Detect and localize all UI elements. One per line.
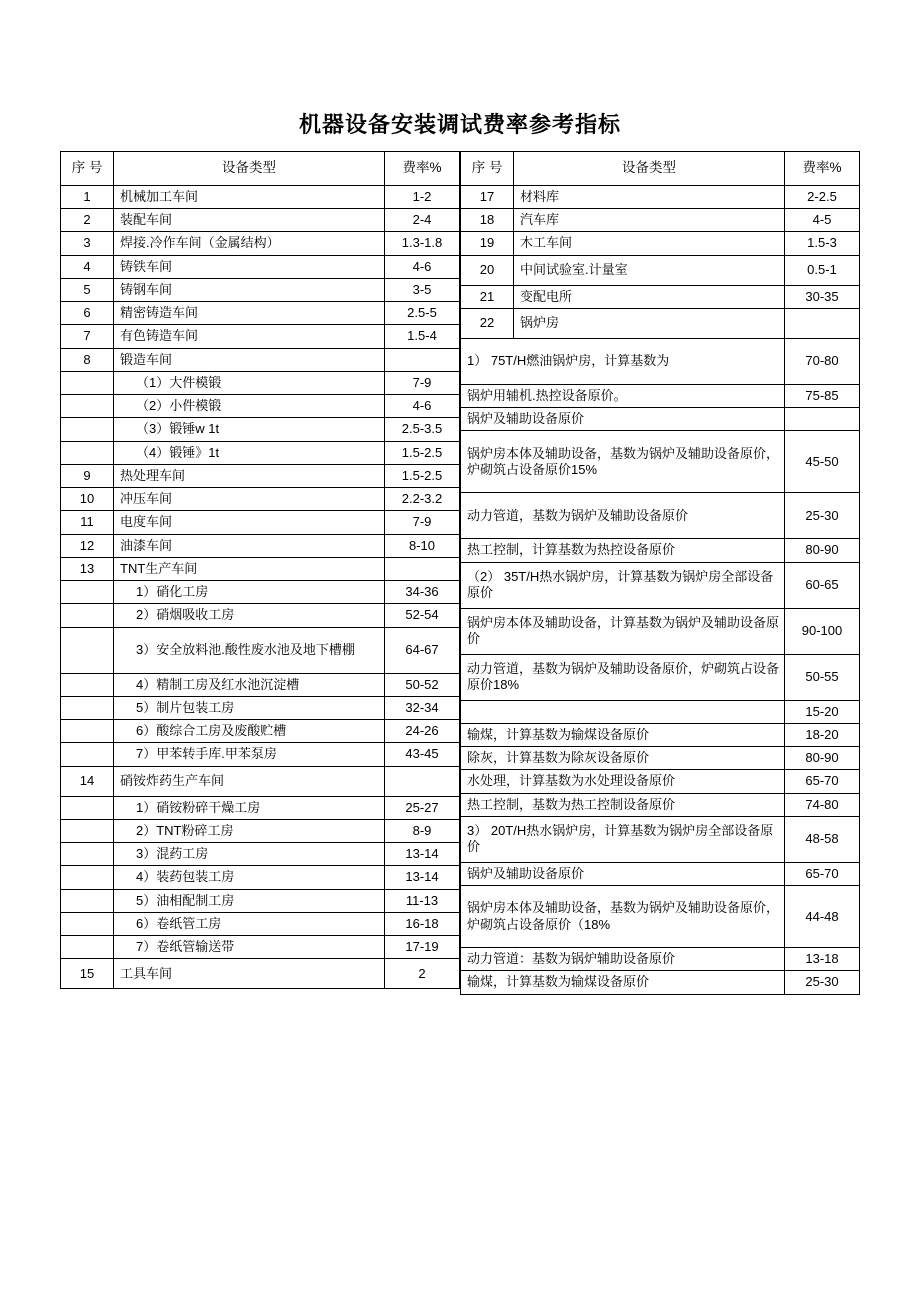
row-num: 2 [61,209,114,232]
row-name: TNT生产车间 [114,557,385,580]
row-rate: 8-9 [385,819,460,842]
row-rate: 60-65 [785,562,860,608]
row-name: 油漆车间 [114,534,385,557]
row-name: 动力管道：基数为锅炉辅助设备原价 [461,948,785,971]
table-row [61,232,460,255]
table-row [461,747,860,770]
row-name: 6）酸综合工房及废酸贮槽 [114,720,385,743]
row-rate: 8-10 [385,534,460,557]
table-row [61,302,460,325]
row-num: 15 [61,959,114,989]
row-rate: 25-27 [385,796,460,819]
row-num: 4 [61,255,114,278]
row-name: 热处理车间 [114,464,385,487]
row-num [61,843,114,866]
row-name: 冲压车间 [114,488,385,511]
table-row [461,209,860,232]
row-num [61,371,114,394]
table-row [461,308,860,338]
row-rate: 52-54 [385,604,460,627]
header-type: 设备类型 [514,152,785,186]
row-name: 4）精制工房及红水池沉淀槽 [114,673,385,696]
row-name: 7）甲苯转手库.甲苯泵房 [114,743,385,766]
row-rate [385,766,460,796]
table-row [61,889,460,912]
header-type: 设备类型 [114,152,385,186]
row-name: （2） 35T/H热水锅炉房，计算基数为锅炉房全部设备原价 [461,562,785,608]
row-rate: 15-20 [785,700,860,723]
row-name [461,700,785,723]
row-name: 材料库 [514,185,785,208]
row-rate: 80-90 [785,747,860,770]
row-name: 1）硝化工房 [114,581,385,604]
row-name: 锅炉房本体及辅助设备，基数为锅炉及辅助设备原价，炉砌筑占设备原价15% [461,431,785,493]
table-row [61,581,460,604]
table-row [461,816,860,862]
row-rate: 70-80 [785,338,860,384]
table-row [461,770,860,793]
row-rate: 32-34 [385,696,460,719]
row-rate: 50-52 [385,673,460,696]
table-row [461,384,860,407]
row-rate: 2 [385,959,460,989]
row-rate: 45-50 [785,431,860,493]
row-num: 13 [61,557,114,580]
row-name: 2）TNT粉碎工房 [114,819,385,842]
row-rate: 4-6 [385,255,460,278]
table-row [61,819,460,842]
row-num [61,627,114,673]
table-row [461,886,860,948]
row-num [61,912,114,935]
row-name: 装配车间 [114,209,385,232]
row-num [61,889,114,912]
table-header-row [461,152,860,186]
table-row [61,696,460,719]
row-num [61,604,114,627]
header-num: 序 号 [61,152,114,186]
table-row [61,796,460,819]
table-row [461,185,860,208]
table-row [61,936,460,959]
row-rate: 75-85 [785,384,860,407]
row-num [61,581,114,604]
row-num: 11 [61,511,114,534]
table-row [61,843,460,866]
row-num: 8 [61,348,114,371]
row-name: 1） 75T/H燃油锅炉房，计算基数为 [461,338,785,384]
row-rate: 1.5-4 [385,325,460,348]
row-num: 22 [461,308,514,338]
row-name: 3）安全放料池.酸性废水池及地下槽棚 [114,627,385,673]
row-name: 锅炉房本体及辅助设备，基数为锅炉及辅助设备原价，炉砌筑占设备原价（18% [461,886,785,948]
table-row [461,971,860,994]
row-name: 锅炉房本体及辅助设备，计算基数为锅炉及辅助设备原价 [461,608,785,654]
table-row [461,539,860,562]
table-row [61,743,460,766]
row-name: 锅炉用辅机.热控设备原价。 [461,384,785,407]
table-row [461,232,860,255]
table-row [61,418,460,441]
table-row [61,673,460,696]
row-rate [785,408,860,431]
row-rate: 44-48 [785,886,860,948]
table-row [461,654,860,700]
row-name: 中间试验室.计量室 [514,255,785,285]
row-name: 动力管道，基数为锅炉及辅助设备原价，炉砌筑占设备原价18% [461,654,785,700]
row-name: 3） 20T/H热水锅炉房，计算基数为锅炉房全部设备原价 [461,816,785,862]
row-name: 动力管道，基数为锅炉及辅助设备原价 [461,493,785,539]
header-num: 序 号 [461,152,514,186]
row-num [61,936,114,959]
row-name: 水处理，计算基数为水处理设备原价 [461,770,785,793]
row-num [61,395,114,418]
row-rate: 11-13 [385,889,460,912]
row-rate: 1.5-3 [785,232,860,255]
row-rate: 1.3-1.8 [385,232,460,255]
row-rate: 17-19 [385,936,460,959]
table-row [461,255,860,285]
row-name: 锅炉房 [514,308,785,338]
table-row [61,866,460,889]
row-rate: 13-18 [785,948,860,971]
table-row [61,209,460,232]
row-name: （2）小件模锻 [114,395,385,418]
row-rate: 7-9 [385,371,460,394]
row-name: 硝铵炸药生产车间 [114,766,385,796]
table-row [461,338,860,384]
table-row [61,325,460,348]
row-rate: 65-70 [785,862,860,885]
row-num: 14 [61,766,114,796]
row-num: 3 [61,232,114,255]
row-num: 7 [61,325,114,348]
right-table-body [461,152,860,995]
row-name: 7）卷纸管输送带 [114,936,385,959]
row-rate: 16-18 [385,912,460,935]
table-row [461,700,860,723]
row-rate: 2-4 [385,209,460,232]
header-rate: 费率% [385,152,460,186]
row-name: 1）硝铵粉碎干燥工房 [114,796,385,819]
row-rate: 13-14 [385,843,460,866]
row-name: 有色铸造车间 [114,325,385,348]
row-rate [385,348,460,371]
row-rate: 2-2.5 [785,185,860,208]
row-rate: 90-100 [785,608,860,654]
table-row [61,511,460,534]
left-table-body [61,152,460,989]
left-rate-table [60,151,460,989]
row-rate: 18-20 [785,723,860,746]
table-row [461,793,860,816]
table-row [61,604,460,627]
table-row [61,464,460,487]
table-row [461,431,860,493]
row-rate [385,557,460,580]
row-rate: 0.5-1 [785,255,860,285]
row-name: 4）装药包装工房 [114,866,385,889]
row-rate: 34-36 [385,581,460,604]
row-name: （3）锻锤w 1t [114,418,385,441]
table-row [61,720,460,743]
row-rate: 2.2-3.2 [385,488,460,511]
table-row [61,278,460,301]
row-name: 锅炉及辅助设备原价 [461,408,785,431]
row-num [61,866,114,889]
row-name: 锻造车间 [114,348,385,371]
row-name: 机械加工车间 [114,185,385,208]
row-rate: 13-14 [385,866,460,889]
row-rate: 4-5 [785,209,860,232]
row-name: 工具车间 [114,959,385,989]
row-name: 焊接.冷作车间（金属结构） [114,232,385,255]
row-num: 10 [61,488,114,511]
table-row [461,948,860,971]
table-header-row [61,152,460,186]
row-rate: 80-90 [785,539,860,562]
row-rate: 1.5-2.5 [385,464,460,487]
row-rate: 25-30 [785,493,860,539]
row-num [61,696,114,719]
table-row [61,488,460,511]
row-name: 输煤，计算基数为输煤设备原价 [461,971,785,994]
row-name: 汽车库 [514,209,785,232]
row-name: 5）油相配制工房 [114,889,385,912]
table-row [61,557,460,580]
table-row [461,862,860,885]
right-rate-table [460,151,860,995]
row-name: 精密铸造车间 [114,302,385,325]
row-name: 电度车间 [114,511,385,534]
row-num: 12 [61,534,114,557]
row-rate: 2.5-5 [385,302,460,325]
page-title: 机器设备安装调试费率参考指标 [298,112,621,137]
row-num [61,418,114,441]
table-row [461,408,860,431]
row-name: 铸铁车间 [114,255,385,278]
row-name: 铸钢车间 [114,278,385,301]
row-rate: 30-35 [785,285,860,308]
table-row [61,348,460,371]
row-num: 21 [461,285,514,308]
row-rate: 25-30 [785,971,860,994]
row-name: 5）制片包装工房 [114,696,385,719]
row-name: 锅炉及辅助设备原价 [461,862,785,885]
row-num: 17 [461,185,514,208]
row-num [61,673,114,696]
row-rate: 43-45 [385,743,460,766]
table-row [461,285,860,308]
row-num: 9 [61,464,114,487]
row-rate: 74-80 [785,793,860,816]
table-row [461,723,860,746]
row-num: 18 [461,209,514,232]
row-rate: 64-67 [385,627,460,673]
row-rate: 7-9 [385,511,460,534]
row-rate: 24-26 [385,720,460,743]
row-rate: 1-2 [385,185,460,208]
row-rate [785,308,860,338]
row-name: 6）卷纸管工房 [114,912,385,935]
table-row [61,766,460,796]
table-row [461,493,860,539]
row-name: （1）大件模锻 [114,371,385,394]
row-num [61,720,114,743]
row-name: 3）混药工房 [114,843,385,866]
row-name: 除灰，计算基数为除灰设备原价 [461,747,785,770]
row-rate: 4-6 [385,395,460,418]
row-name: 变配电所 [514,285,785,308]
row-num [61,743,114,766]
table-row [61,185,460,208]
row-name: （4）锻锤》1t [114,441,385,464]
row-name: 木工车间 [514,232,785,255]
table-row [61,255,460,278]
row-rate: 3-5 [385,278,460,301]
table-row [61,371,460,394]
table-row [61,441,460,464]
row-name: 热工控制，计算基数为热控设备原价 [461,539,785,562]
table-row [61,534,460,557]
table-row [61,395,460,418]
row-num: 1 [61,185,114,208]
row-rate: 2.5-3.5 [385,418,460,441]
table-row [461,608,860,654]
table-row [61,627,460,673]
row-name: 2）硝烟吸收工房 [114,604,385,627]
row-num: 19 [461,232,514,255]
row-rate: 1.5-2.5 [385,441,460,464]
row-num: 5 [61,278,114,301]
rate-tables-container [60,151,860,995]
row-num [61,819,114,842]
table-row [61,912,460,935]
header-rate: 费率% [785,152,860,186]
row-num: 6 [61,302,114,325]
row-rate: 50-55 [785,654,860,700]
row-rate: 65-70 [785,770,860,793]
row-num [61,441,114,464]
row-name: 热工控制，基数为热工控制设备原价 [461,793,785,816]
row-rate: 48-58 [785,816,860,862]
row-num [61,796,114,819]
row-num: 20 [461,255,514,285]
table-row [61,959,460,989]
row-name: 输煤，计算基数为输煤设备原价 [461,723,785,746]
table-row [461,562,860,608]
